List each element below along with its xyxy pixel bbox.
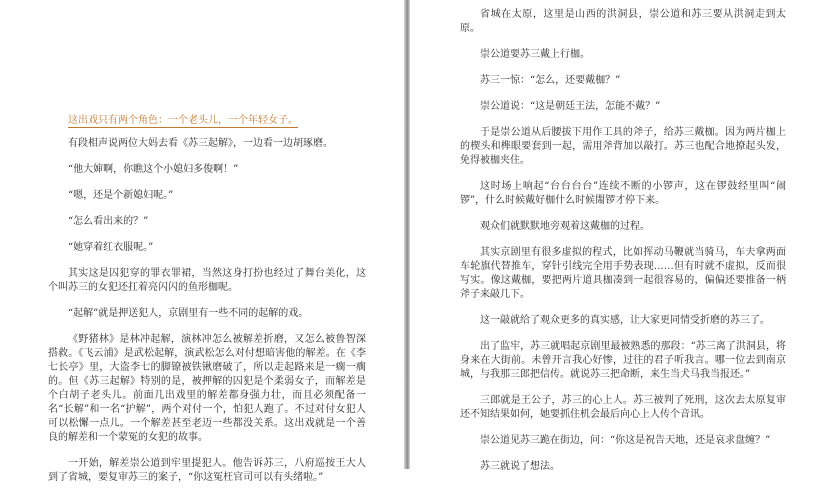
highlighted-sentence[interactable]: 这出戏只有两个角色：一个老头儿，一个年轻女子。 xyxy=(68,115,298,126)
paragraph: 观众们就默默地旁观着这戴枷的过程。 xyxy=(480,221,650,232)
paragraph: “嗯，还是个新媳妇呢。” xyxy=(68,190,174,201)
paragraph: “她穿着红衣服呢。” xyxy=(68,242,154,253)
right-page xyxy=(410,0,818,472)
paragraph: 三郎就是王公子，苏三的心上人。苏三被判了死刑，这次去太原复审还不知结果如何，她要抓住机会最后向心上人传个音讯。 xyxy=(460,395,786,420)
paragraph: “起解”就是押送犯人，京剧里有一些不同的起解的戏。 xyxy=(68,308,309,319)
paragraph: 崇公道要苏三戴上行枷。 xyxy=(480,49,590,60)
paragraph: 这时场上响起“台台台台”连续不断的小锣声，这在锣鼓经里叫“闹锣”，什么时候戴好枷什么时候閙锣才停下来。 xyxy=(460,181,786,206)
paragraph: 出了监牢，苏三就唱起京剧里最被熟悉的那段：“苏三离了洪洞县，将身来在大街前。未曾开言我心好惨，过往的君子听我言。哪一位去到南京城，与我那三郎把信传。就说苏三把命断，来生当犬马我当报还。” xyxy=(460,341,786,380)
right-page-content xyxy=(460,8,786,486)
paragraph: 于是崇公道从后腰拔下用作工具的斧子，给苏三戴枷。因为两片枷上的楔头和榫眼要套到一起，需用斧背加以敲打。苏三也配合地撩起头发，免得被枷夹住。 xyxy=(460,127,786,166)
paragraph: 一开始，解差崇公道到牢里提犯人。他告诉苏三，八府巡按王大人到了省城，要复审苏三的案子，“你这冤枉官司可以有头绪啦。” xyxy=(48,458,366,483)
left-page xyxy=(0,0,404,483)
paragraph: “他大婶啊，你瞧这个小媳妇多俊啊！” xyxy=(68,164,239,175)
paragraph: 崇公道说：“这是朝廷王法，怎能不戴？” xyxy=(480,101,661,112)
paragraph: 这一敲就给了观众更多的真实感，让大家更同情受折磨的苏三了。 xyxy=(480,315,770,326)
paragraph: 其实京剧里有很多虚拟的程式，比如挥动马鞭就当骑马，车夫拿两面车轮旗代替推车，穿针引线完全用手势表现……但有时就不虚拟，反而很写实。像这戴枷，要把两片道具枷凑到一起很容易的，偏偏还要推备一柄斧子来敲几下。 xyxy=(460,247,786,300)
left-page-content xyxy=(48,114,366,497)
paragraph: 苏三就说了想法。 xyxy=(480,461,560,472)
paragraph: “怎么看出来的？” xyxy=(68,216,149,227)
paragraph: 有段相声说两位大妈去看《苏三起解》，一边看一边胡琢磨。 xyxy=(68,138,333,149)
paragraph: 其实这是囚犯穿的罪衣罪裙，当然这身打扮也经过了舞台美化，这个叫苏三的女犯还扛着亮闪闪的鱼形枷呢。 xyxy=(48,268,366,293)
paragraph: 《野猪林》是林冲起解，演林冲怎么被解差折磨，又怎么被鲁智深搭救。《飞云浦》是武松起解，演武松怎么对付想暗害他的解差。在《李七长亭》里，大盗李七的脚镣被铁锹磨破了，所以走起路来是一瘸一瘸的。但《苏三起解》特别的是，被押解的囚犯是个柔弱女子，而解差是个白胡子老头儿。前面几出戏里的解差都身强力壮，而且必须配备一名“长解”和一名“护解”，两个对付一个，怕犯人跑了。不过对付女犯人可以松懈一点儿。一个解差甚至老迈一些都没关系。这出戏就是一个善良的解差和一个蒙冤的女犯的故事。 xyxy=(48,334,366,443)
paragraph: 苏三一惊：“怎么，还要戴枷？” xyxy=(480,75,621,86)
highlighted-sentence-block xyxy=(48,114,366,128)
paragraph: 省城在太原，这里是山西的洪洞县，崇公道和苏三要从洪洞走到太原。 xyxy=(460,9,786,34)
paragraph: 崇公道见苏三跪在街边，问：“你这是祝告天地，还是哀求盘缠？” xyxy=(480,435,771,446)
